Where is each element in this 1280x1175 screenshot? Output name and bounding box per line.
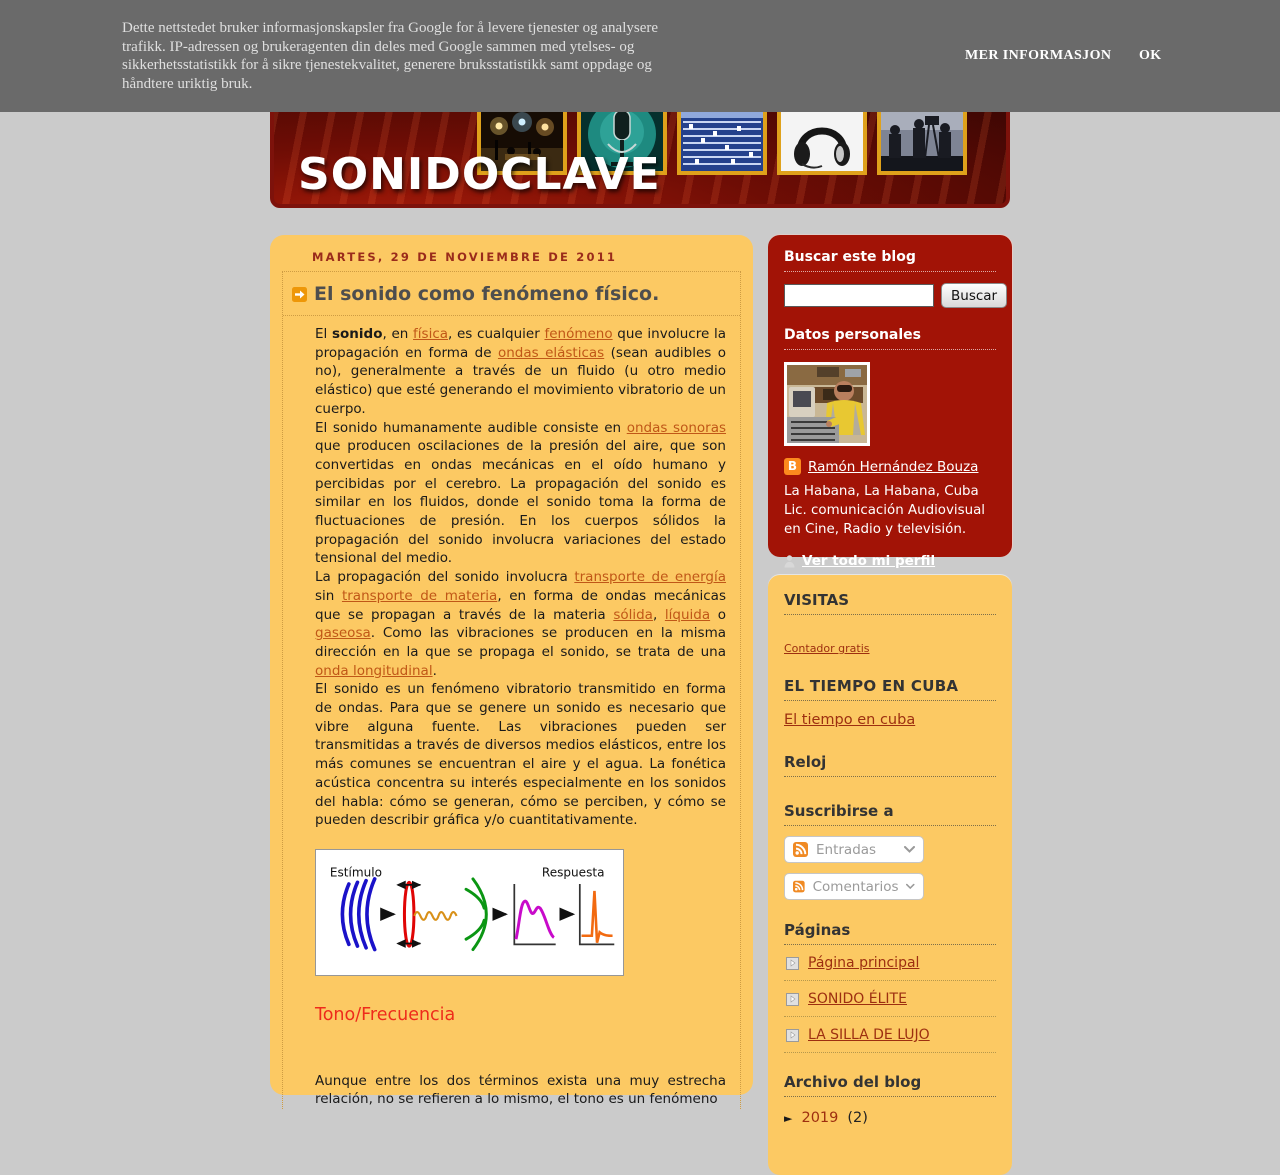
chevron-down-icon [904, 846, 915, 853]
text-run: . Como las vibraciones se producen en la misma dirección en la que se propaga el sonido, se trata de una [315, 625, 726, 660]
subscribe-comments-label: Comentarios [812, 878, 899, 895]
sound-waves-glyph [342, 879, 374, 950]
post-date: MARTES, 29 DE NOVIEMBRE DE 2011 [282, 248, 741, 272]
stimulus-response-diagram [315, 849, 624, 976]
sidebar-search-profile-box [768, 235, 1012, 569]
archive-row [784, 1110, 996, 1126]
cookie-message-line: trafikk. IP-adressen og brukeragenten din deles med Google sammen med ytelses- og [122, 38, 635, 55]
search-widget [784, 283, 996, 308]
text-run: La propagación del sonido involucra [315, 569, 575, 586]
inline-link[interactable]: transporte de energía [574, 569, 727, 586]
subscribe-entries-label: Entradas [816, 841, 877, 858]
post-paragraph [315, 680, 726, 830]
ok-button[interactable]: OK [1139, 48, 1162, 63]
response-curve-glyph [516, 901, 554, 939]
archive-year-link[interactable]: 2019 [801, 1110, 839, 1126]
rss-icon [793, 842, 808, 857]
visitas-widget-title: VISITAS [784, 591, 996, 615]
profile-bio: Lic. comunicación Audiovisual en Cine, Radio y televisión. [784, 503, 986, 537]
profile-name-link[interactable]: Ramón Hernández Bouza [808, 458, 979, 475]
diagram-label-respuesta: Respuesta [541, 865, 605, 880]
rss-icon [793, 879, 805, 894]
clock-widget-title: Reloj [784, 753, 996, 777]
inline-link[interactable]: gaseosa [315, 625, 371, 642]
post-paragraph [315, 419, 726, 569]
text-run: , en [382, 326, 414, 342]
text-run: , [652, 606, 665, 623]
text-run: o [710, 606, 726, 623]
text-run: sonido [331, 326, 383, 342]
text-run: (sean audibles o no), generalmente a través de un fluido (u otro medio elástico) que esté generando el movimiento vibratorio de un cuerpo. [315, 344, 726, 417]
counter-link[interactable]: Contador gratis [784, 642, 870, 655]
page-arrow-icon [786, 1029, 799, 1042]
archive-widget-title: Archivo del blog [784, 1073, 996, 1097]
subscribe-widget-title: Suscribirse a [784, 802, 996, 826]
post-title[interactable]: El sonido como fenómeno físico. [314, 283, 660, 305]
section-heading-tono-frecuencia: Tono/Frecuencia [315, 1004, 456, 1025]
cochlea-glyph [466, 879, 486, 950]
text-run: El sonido es un fenómeno vibratorio transmitido en forma de ondas. Para que se genere un sonido es necesario que vibre alguna fuente. Las vibraciones pueden ser transmitidas a través de diversos medios elásticos, entre los más comunes se encuentran el aire y el agua. La fonética acústica concentra su interés especialmente en los sonidos del habla: cómo se generan, cómo se perciben, y cómo se pueden describir gráfica y/o cuantitativamente. [315, 681, 726, 829]
diagram-image [323, 858, 616, 967]
post-paragraph [315, 325, 726, 419]
profile-name-row [784, 458, 996, 475]
eardrum-glyph [404, 882, 413, 946]
cookie-message-line: håndtere uriktig bruk. [122, 75, 253, 92]
text-run: . [432, 662, 437, 679]
person-icon [784, 555, 795, 568]
archive-post-count: (2) [847, 1110, 868, 1126]
blogger-icon: B [784, 458, 801, 475]
inline-link[interactable]: física [413, 326, 449, 342]
post-box [282, 272, 741, 1109]
diagram-label-estimulo: Estímulo [329, 865, 382, 880]
subscribe-comments-dropdown[interactable] [784, 873, 924, 900]
search-button[interactable]: Buscar [941, 283, 1007, 308]
pages-widget-title: Páginas [784, 921, 996, 945]
blog-title: SONIDOCLAVE [298, 149, 661, 200]
post-title-row [283, 272, 740, 316]
subscribe-entries-dropdown[interactable] [784, 836, 924, 863]
inline-link[interactable]: onda longitudinal [315, 662, 433, 679]
cookie-message [122, 19, 882, 93]
cookie-consent-banner [0, 0, 1280, 112]
inline-link[interactable]: sólida [613, 606, 653, 623]
main-post-column [270, 235, 753, 1108]
cookie-message-line: sikkerhetsstatistikk for å sikre tjenestekvalitet, generere bruksstatistikk samt oppdage og [122, 57, 652, 73]
profile-widget-title: Datos personales [784, 327, 996, 350]
post-paragraphs [315, 325, 726, 830]
inline-link[interactable]: fenómeno [544, 326, 613, 342]
text-run: , es cualquier [448, 326, 545, 342]
inline-link[interactable]: líquida [664, 606, 711, 623]
search-widget-title: Buscar este blog [784, 249, 996, 272]
section-paragraph: Aunque entre los dos términos exista una muy estrecha relación, no se refieren a lo mismo, el tono es un fenómeno [315, 1072, 726, 1108]
page-link-la-silla-de-lujo[interactable]: LA SILLA DE LUJO [808, 1027, 930, 1043]
spring-glyph [414, 912, 456, 920]
search-input[interactable] [784, 284, 934, 307]
profile-location: La Habana, La Habana, Cuba [784, 484, 979, 499]
inline-link[interactable]: ondas sonoras [626, 419, 726, 436]
page-row [784, 1017, 996, 1053]
profile-photo[interactable] [784, 362, 870, 446]
archive-expand-arrow[interactable]: ► [784, 1111, 793, 1125]
post-bullet-arrow-icon [292, 287, 307, 302]
page-arrow-icon [786, 993, 799, 1006]
page-link-sonido-elite[interactable]: SONIDO ÉLITE [808, 991, 907, 1007]
post-body [283, 316, 740, 1109]
text-run: El sonido humanamente audible consiste en [315, 419, 627, 436]
page-row [784, 981, 996, 1017]
weather-widget-title: EL TIEMPO EN CUBA [784, 677, 996, 701]
page-row [784, 945, 996, 981]
inline-link[interactable]: transporte de materia [341, 587, 498, 604]
post-paragraph [315, 568, 726, 680]
sidebar-widgets-box [768, 575, 1012, 1175]
inline-link[interactable]: ondas elásticas [497, 344, 605, 361]
text-run: El [315, 326, 332, 342]
text-run: que involucre la propagación en forma de [315, 326, 726, 361]
text-run: que producen oscilaciones de la presión del aire, que son convertidas en ondas mecánicas en el oído humano y percibidas por el cerebro. La propagación del sonido es similar en los fluidos, donde el sonido toma la forma de fluctuaciones de presión. En los cuerpos sólidos la propagación del sonido involucra variaciones del estado tensional del medio. [315, 438, 726, 567]
text-run: sin [315, 587, 342, 604]
page-link-home[interactable]: Página principal [808, 955, 920, 971]
more-information-button[interactable]: MER INFORMASJON [965, 48, 1112, 63]
weather-link[interactable]: El tiempo en cuba [784, 712, 916, 728]
chevron-down-icon [906, 883, 915, 890]
cookie-message-line: Dette nettstedet bruker informasjonskapsler fra Google for å levere tjenester og analysere [122, 20, 659, 36]
text-run: , en forma de ondas mecánicas que se propagan a través de la materia [315, 587, 726, 623]
view-profile-row [784, 553, 996, 569]
spike-curve-glyph [582, 891, 613, 943]
page-arrow-icon [786, 957, 799, 970]
view-profile-link[interactable]: Ver todo mi perfil [802, 553, 936, 569]
